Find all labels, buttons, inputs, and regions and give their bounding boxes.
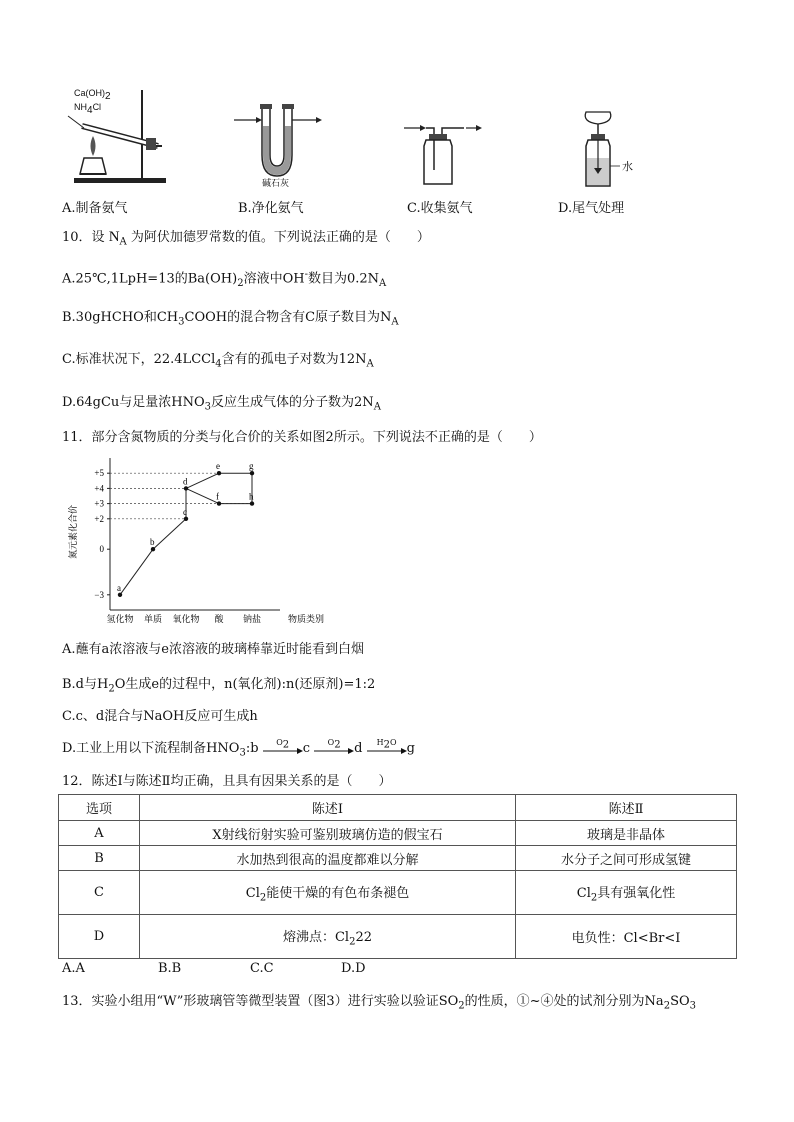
soda-lime-label: 碱石灰 <box>262 179 290 189</box>
point-label-c: c <box>183 506 187 517</box>
apparatus-d-figure <box>580 108 660 192</box>
header-option: 选项 <box>59 795 140 821</box>
q10-option-c: C.标准状况下，22.4LCCl$_4$含有的孤电子对数为$12N_A$ <box>62 352 374 370</box>
caption-a: A.制备氨气 <box>62 201 128 216</box>
point-e <box>217 471 221 475</box>
header-statement-1: 陈述Ⅰ <box>140 795 516 821</box>
collection-bottle-drawing <box>404 120 484 190</box>
water-label: 水 <box>622 160 633 173</box>
x-tick-label: 氢化物 <box>106 615 134 625</box>
row-option: B <box>59 846 140 871</box>
row-statement-2: 水分子之间可形成氢键 <box>516 846 737 871</box>
y-tick-label: +5 <box>94 468 104 479</box>
point-b <box>151 547 155 551</box>
caption-d: D.尾气处理 <box>558 201 625 216</box>
absorption-bottle-drawing <box>580 108 660 190</box>
q12-stem: 12．陈述Ⅰ与陈述Ⅱ均正确，且具有因果关系的是（ ） <box>62 774 392 789</box>
point-label-h: h <box>249 491 254 502</box>
point-f <box>217 501 221 505</box>
x-tick-label: 酸 <box>214 615 224 625</box>
row-statement-1: X射线衍射实验可鉴别玻璃仿造的假宝石 <box>140 821 516 846</box>
connector-line <box>153 519 186 549</box>
row-statement-2: 电负性：Cl<Br<I <box>516 915 737 959</box>
table-row <box>59 915 737 959</box>
q13-stem: 13．实验小组用“W”形玻璃管等微型装置（图3）进行实验以验证$SO_2$的性质，①~④处的试剂分别为$Na_2SO_3$ <box>62 994 697 1012</box>
row-option: A <box>59 821 140 846</box>
arrow-o2-1: $O_2$ <box>263 742 303 756</box>
point-a <box>118 593 122 597</box>
table-header-row <box>59 795 737 821</box>
point-label-e: e <box>216 461 220 472</box>
q11-option-d: D.工业上用以下流程制备$HNO_3:b$ $O_2$ c $O_2$ d $H_2O$ g <box>62 737 415 759</box>
table-row <box>59 871 737 915</box>
y-tick-label: −3 <box>94 589 104 600</box>
apparatus-a-figure <box>62 88 182 188</box>
row-option: C <box>59 871 140 915</box>
q10-option-d: D.64gCu与足量浓$HNO_3$反应生成气体的分子数为$2N_A$ <box>62 395 381 413</box>
valence-chart <box>62 452 325 632</box>
q12-answer-d: D.D <box>341 961 366 976</box>
point-label-a: a <box>117 582 121 593</box>
apparatus-b-figure <box>232 100 322 192</box>
y-tick-label: 0 <box>99 544 104 555</box>
q11-stem: 11．部分含氮物质的分类与化合价的关系如图2所示。下列说法不正确的是（ ） <box>62 430 542 445</box>
q10-option-b: B.30gHCHO和$CH_3COOH$的混合物含有C原子数目为$N_A$ <box>62 310 399 328</box>
row-statement-1: $Cl_2$能使干燥的有色布条褪色 <box>140 871 516 915</box>
table-row <box>59 846 737 871</box>
row-statement-1: 水加热到很高的温度都难以分解 <box>140 846 516 871</box>
q10-option-a: A.25℃,1LpH=13的$Ba(OH)_2$溶液中OH-数目为$0.2N_A$ <box>62 269 387 289</box>
point-label-b: b <box>150 537 155 548</box>
point-label-d: d <box>183 476 188 487</box>
y-tick-label: +3 <box>94 498 104 509</box>
caption-b: B.净化氨气 <box>238 201 304 216</box>
point-label-f: f <box>216 491 219 502</box>
connector-line <box>186 473 219 488</box>
x-tick-label: 氧化物 <box>172 615 200 625</box>
q12-table <box>58 794 737 959</box>
q12-answer-b: B.B <box>158 961 182 976</box>
q11-option-a: A.蘸有a浓溶液与e浓溶液的玻璃棒靠近时能看到白烟 <box>62 642 364 657</box>
arrow-o2-2: $O_2$ <box>314 742 354 756</box>
q10-stem: 10．设 $N_A$ 为阿伏加德罗常数的值。下列说法正确的是（ ） <box>62 229 430 248</box>
point-label-g: g <box>249 461 254 472</box>
row-statement-2: $Cl_2$具有强氧化性 <box>516 871 737 915</box>
x-tick-label: 单质 <box>143 615 163 625</box>
connector-line <box>120 549 153 595</box>
q12-answer-a: A.A <box>62 961 85 976</box>
apparatus-c-figure <box>404 120 484 192</box>
y-axis-label: 氮元素化合价 <box>69 504 79 560</box>
point-c <box>184 517 188 521</box>
u-tube-drawing <box>232 100 322 180</box>
caption-c: C.收集氨气 <box>407 201 473 216</box>
row-option: D <box>59 915 140 959</box>
y-tick-label: +4 <box>94 483 104 494</box>
connector-line <box>186 488 219 503</box>
y-tick-label: +2 <box>94 513 104 524</box>
point-d <box>184 486 188 490</box>
reagent-label: $Ca(OH)_2$ $NH_4Cl$ <box>74 88 111 116</box>
q12-answer-c: C.C <box>250 961 274 976</box>
table-row <box>59 821 737 846</box>
header-statement-2: 陈述Ⅱ <box>516 795 737 821</box>
point-g <box>250 471 254 475</box>
x-tick-label: 钠盐 <box>242 615 262 625</box>
x-axis-label: 物质类别 <box>288 615 325 625</box>
q11-option-b: B.d与$H_2O$生成e的过程中，n(氧化剂):n(还原剂)=1:2 <box>62 677 376 695</box>
point-h <box>250 501 254 505</box>
q11-option-c: C.c、d混合与NaOH反应可生成h <box>62 709 258 724</box>
arrow-h2o: $H_2O$ <box>367 742 407 756</box>
row-statement-1: 熔沸点：$Cl_222$ <box>140 915 516 959</box>
row-statement-2: 玻璃是非晶体 <box>516 821 737 846</box>
